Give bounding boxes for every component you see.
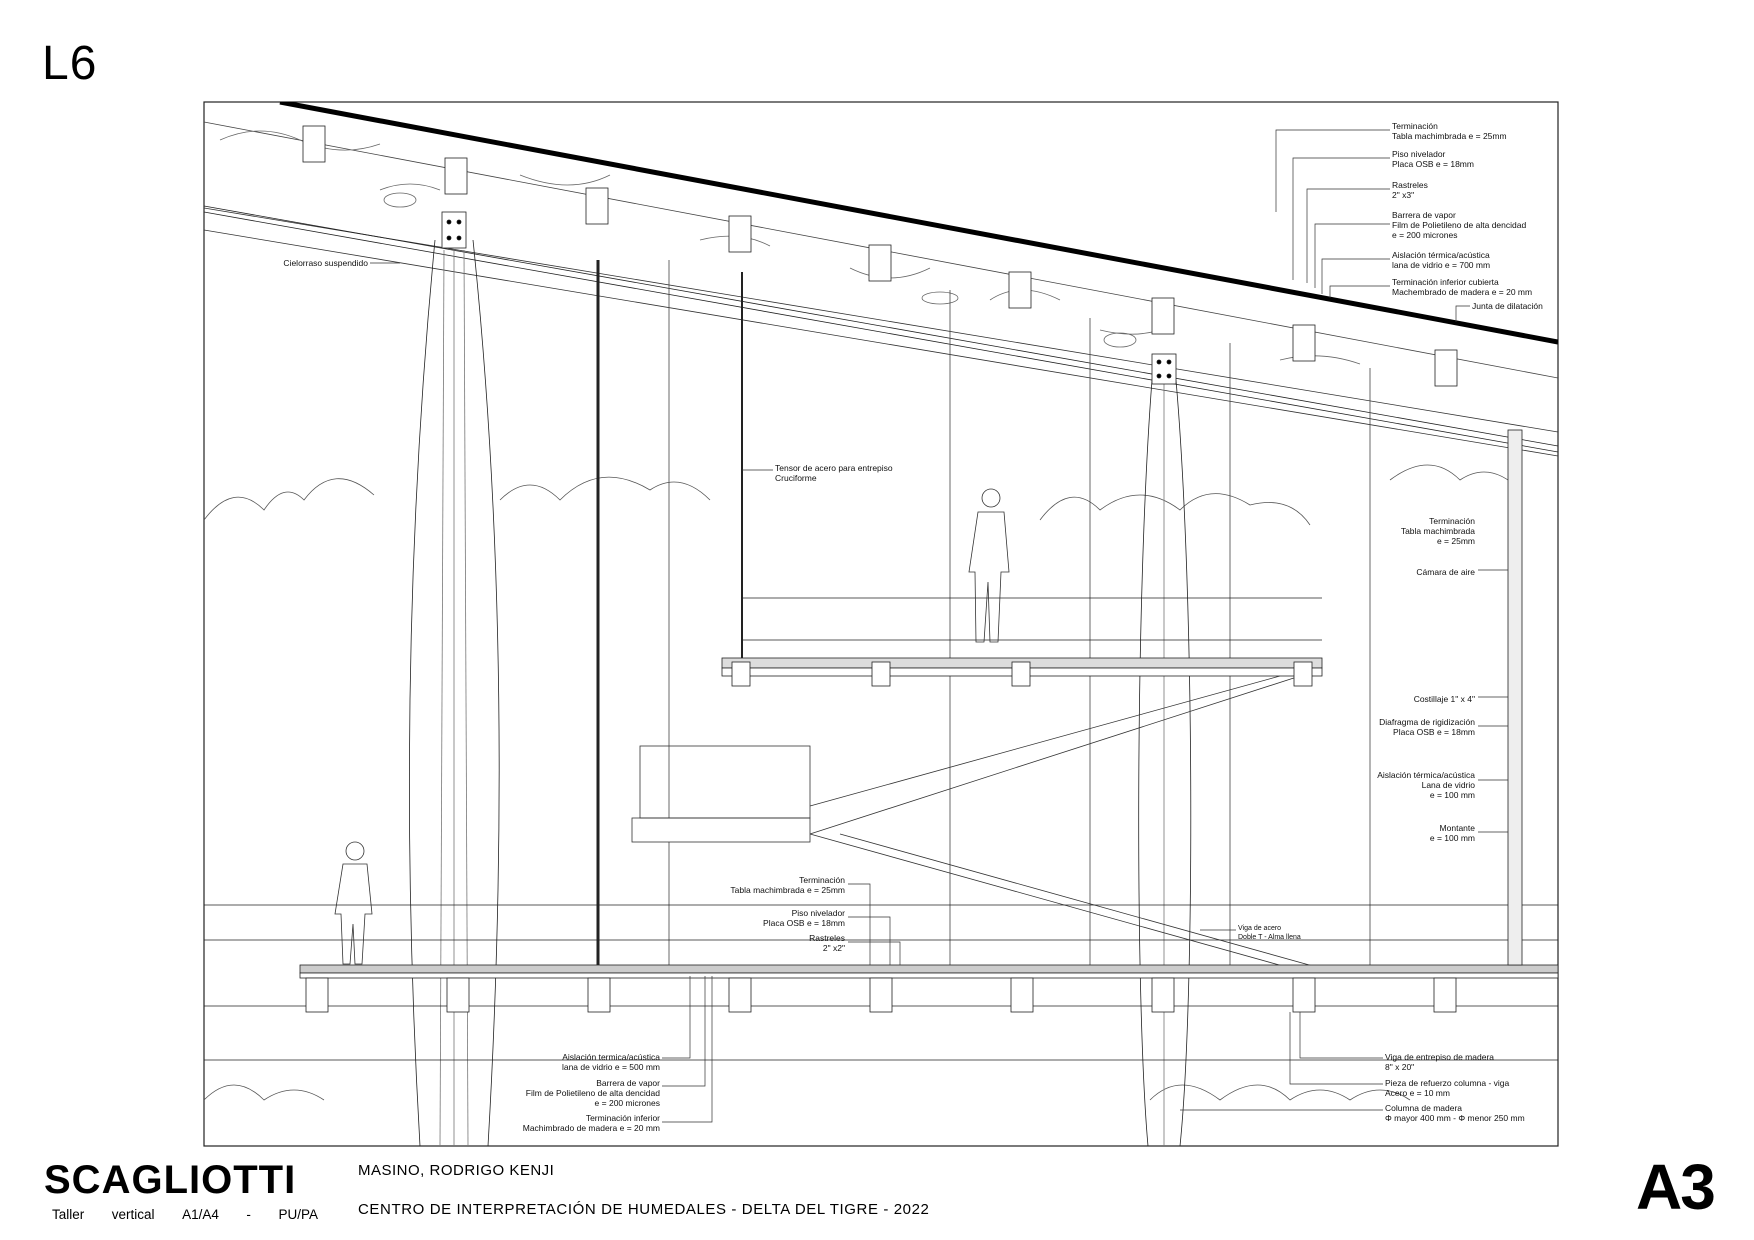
author-name: MASINO, RODRIGO KENJI (358, 1162, 555, 1179)
callout-suspended-ceiling: Cielorraso suspendido (283, 258, 368, 268)
studio-name: SCAGLIOTTI (44, 1158, 297, 1202)
studio-subtitle-part: A1/A4 (182, 1207, 219, 1222)
callout-roof-osb: Piso nivelador Placa OSB e = 18mm (1392, 149, 1474, 169)
floor-beams (306, 662, 1456, 1012)
callout-mezz-osb: Piso nivelador Placa OSB e = 18mm (763, 908, 845, 928)
exterior-wall (1508, 430, 1522, 965)
timber-column-right (1139, 354, 1191, 1146)
callout-roof-battens: Rastreles 2" x3" (1392, 180, 1428, 200)
roof-beams (303, 126, 1457, 386)
studio-subtitle-part: - (246, 1207, 251, 1222)
callout-wall-insulation: Aislación térmica/acústica Lana de vidrio e = 100 mm (1377, 770, 1475, 800)
callout-floor-soffit: Terminación inferior Machimbrado de madera e = 20 mm (522, 1113, 660, 1133)
callout-roof-finish: Terminación Tabla machimbrada e = 25mm (1392, 121, 1507, 141)
studio-subtitle-part: PU/PA (278, 1207, 318, 1222)
studio-subtitle (52, 1207, 318, 1222)
suspended-ceiling (204, 206, 1558, 446)
callout-floor-vapor-barrier: Barrera de vapor Film de Polietileno de alta dencidad e = 200 micrones (525, 1078, 660, 1108)
sheet-code: L6 (42, 37, 98, 90)
human-figure-mezzanine (969, 489, 1009, 642)
paper-size: A3 (1636, 1151, 1714, 1223)
callout-timber-column: Columna de madera Φ mayor 400 mm - Φ menor 250 mm (1385, 1103, 1525, 1123)
callout-steel-beam: Viga de acero Doble T - Alma llena (1238, 925, 1301, 941)
human-figure-ground (335, 842, 372, 964)
callout-roof-vapor-barrier: Barrera de vapor Film de Polietileno de alta dencidad e = 200 micrones (1392, 210, 1527, 240)
callout-diaphragm: Diafragma de rigidización Placa OSB e = 18mm (1379, 717, 1475, 737)
callout-stud: Montante e = 100 mm (1429, 823, 1475, 843)
project-title: CENTRO DE INTERPRETACIÓN DE HUMEDALES - DELTA DEL TIGRE - 2022 (358, 1201, 930, 1218)
callout-roof-soffit: Terminación inferior cubierta Machembrado de madera e = 20 mm (1392, 277, 1533, 297)
callout-floor-insulation: Aislación termica/acústica lana de vidrio e = 500 mm (561, 1052, 660, 1072)
callout-reinforcement: Pieza de refuerzo columna - viga Acero e = 10 mm (1385, 1078, 1510, 1098)
callout-roof-insulation: Aislación térmica/acústica lana de vidrio e = 700 mm (1392, 250, 1491, 270)
callout-wall-finish: Terminación Tabla machimbrada e = 25mm (1400, 516, 1475, 546)
callout-air-cavity: Cámara de aire (1416, 567, 1475, 577)
callout-expansion-joint: Junta de dilatación (1472, 301, 1543, 311)
callout-steel-tensor: Tensor de acero para entrepiso Cruciforme (775, 463, 893, 483)
studio-subtitle-part: vertical (111, 1207, 155, 1222)
callout-mezz-battens: Rastreles 2" x2" (809, 933, 845, 953)
studio-subtitle-part: Taller (52, 1207, 85, 1222)
callout-mezz-finish: Terminación Tabla machimbrada e = 25mm (730, 875, 845, 895)
callout-ribbing: Costillaje 1" x 4" (1413, 694, 1475, 704)
callout-floor-beam: Viga de entrepiso de madera 8" x 20" (1385, 1052, 1495, 1072)
